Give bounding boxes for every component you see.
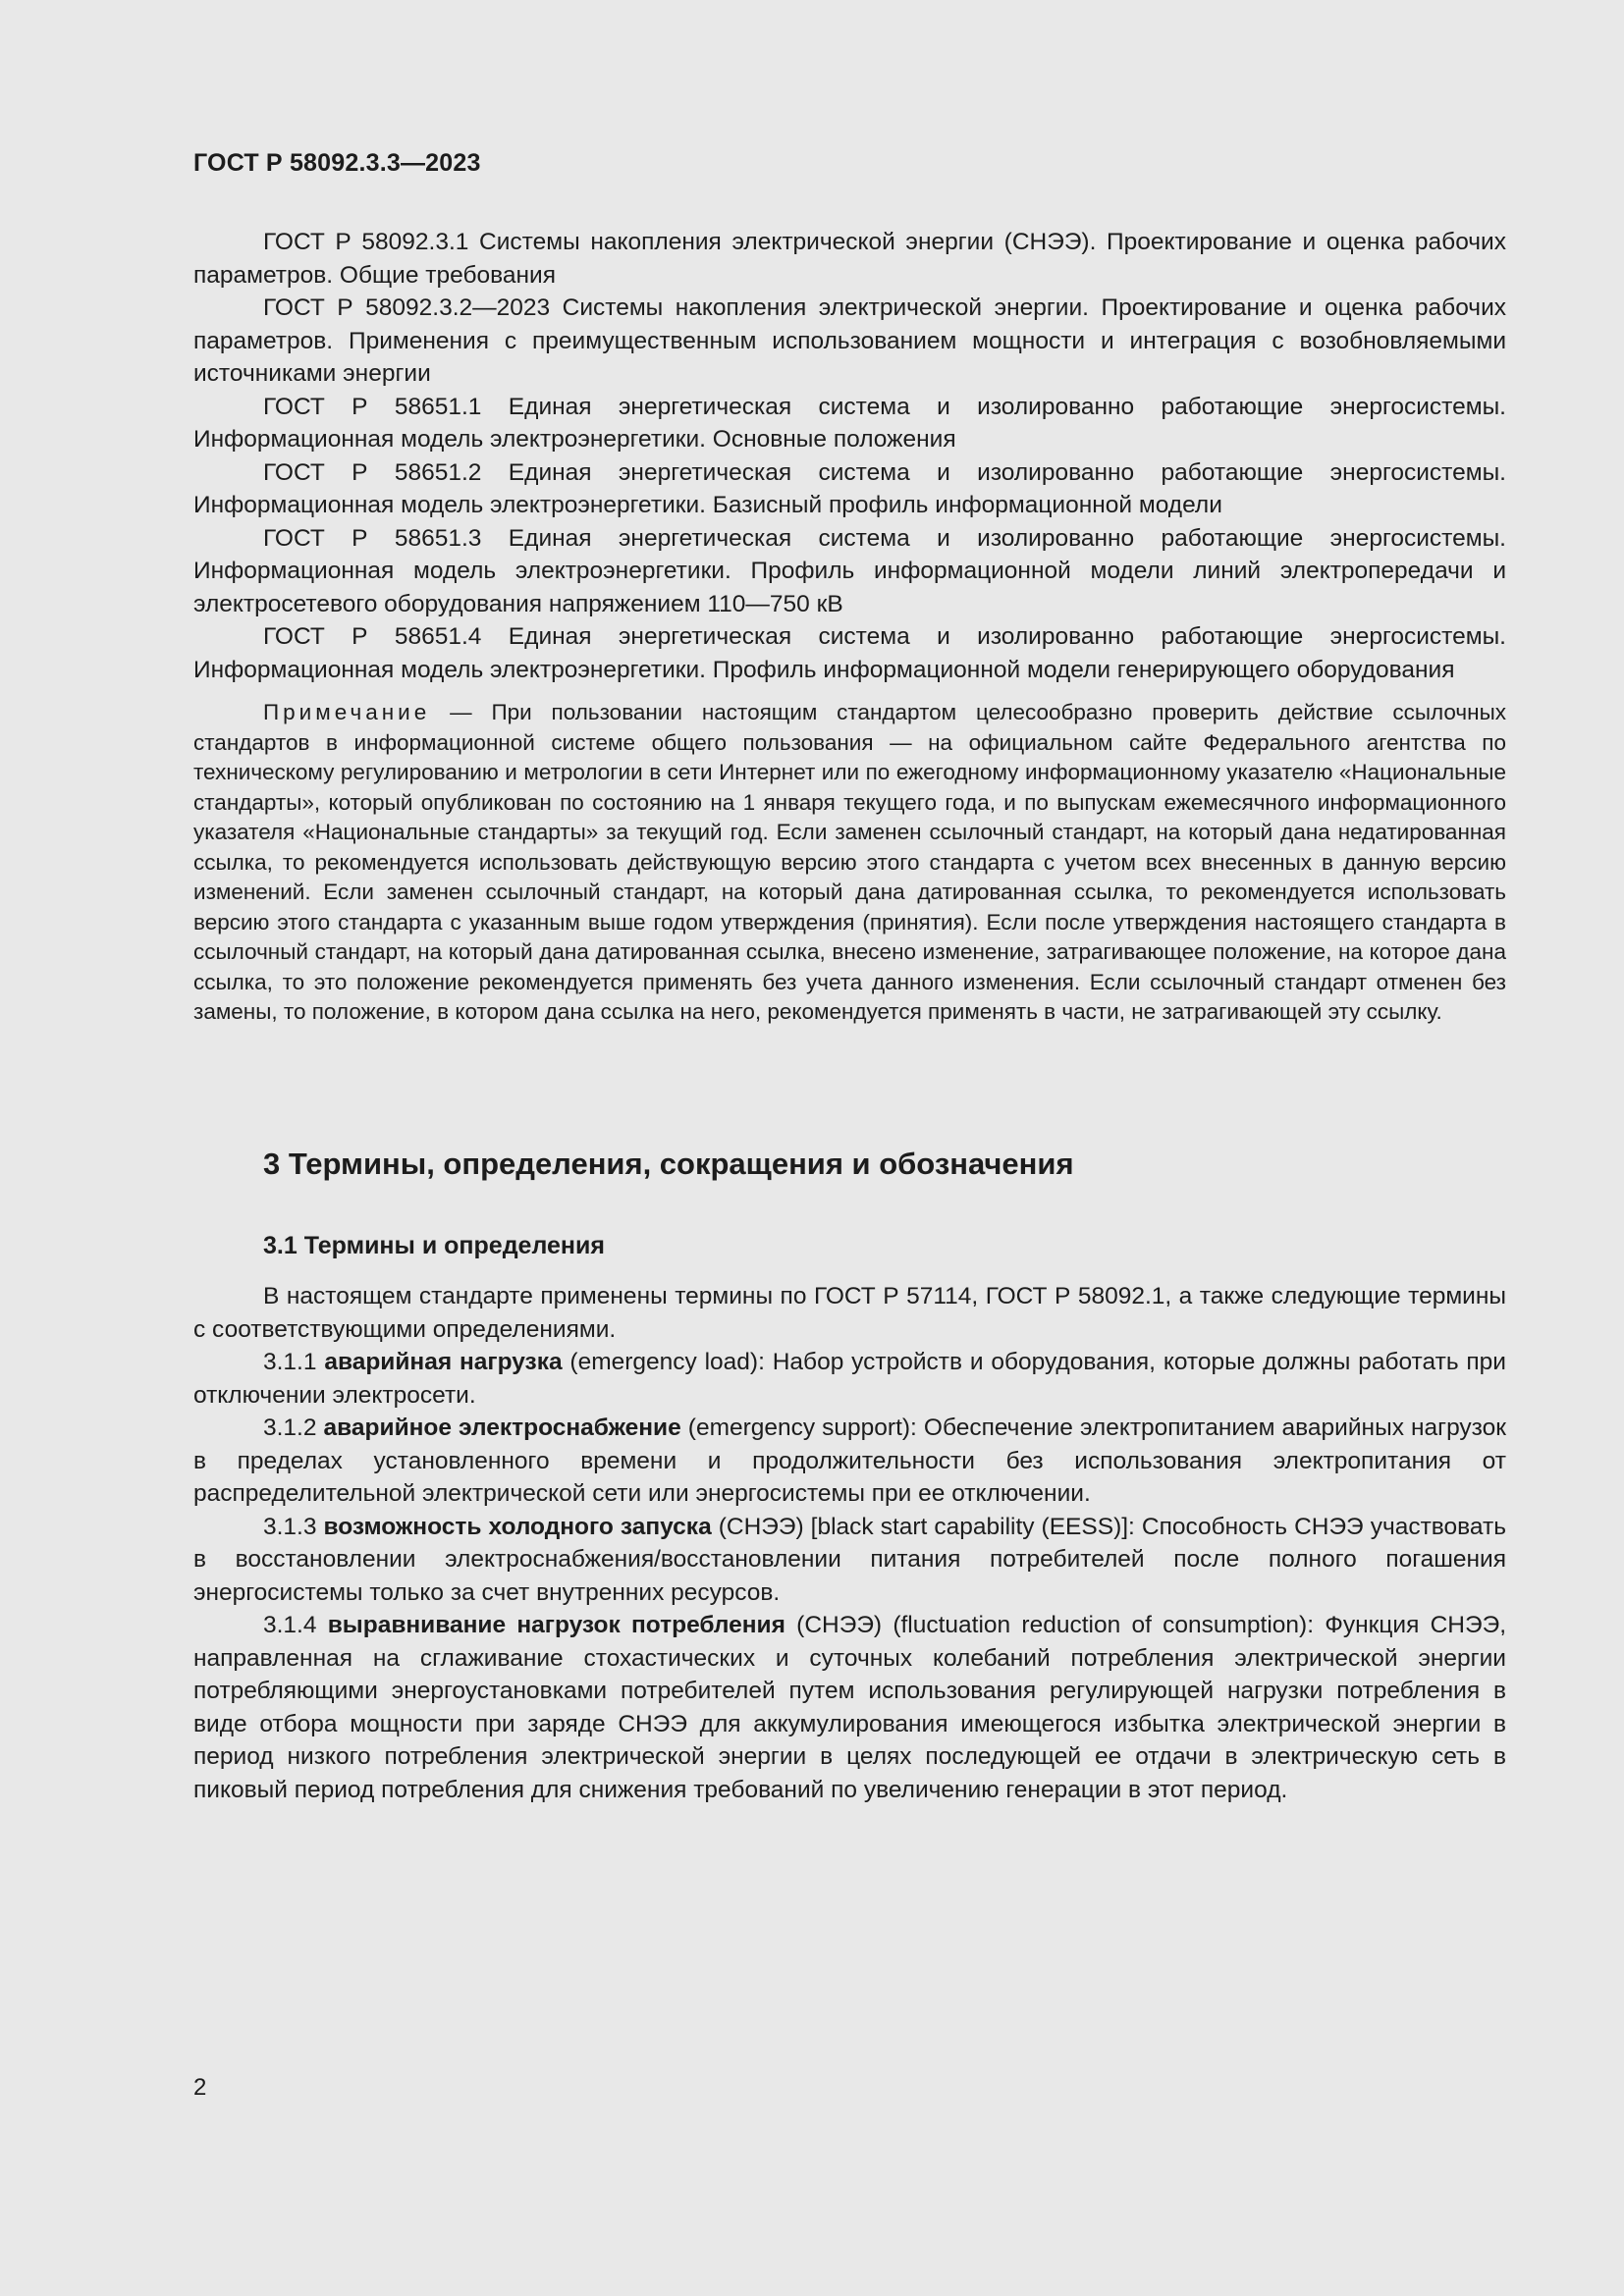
term-definition: (emergency support): Обеспечение электропитанием аварийных нагрузок в пределах установленного времени и продолжительности без использования электропитания от распределительной электрической сети или энергосистемы при ее отключении. bbox=[193, 1415, 1506, 1507]
term-name: возможность холодного запуска bbox=[323, 1513, 712, 1540]
term-definition: (СНЭЭ) [black start capability (EESS)]: Способность СНЭЭ участвовать в восстановлении электроснабжения/восстановлении питания потребителей после полного погашения энергосистемы только за счет внутренних ресурсов. bbox=[193, 1513, 1506, 1606]
term-number: 3.1.4 bbox=[263, 1612, 317, 1638]
term-name: аварийное электроснабжение bbox=[323, 1415, 681, 1441]
page-number: 2 bbox=[193, 2074, 207, 2101]
document-code-header: ГОСТ Р 58092.3.3—2023 bbox=[193, 149, 481, 177]
reference-item: ГОСТ Р 58651.4 Единая энергетическая система и изолированно работающие энергосистемы. Информационная модель электроэнергетики. Профиль информационной модели генерирующего оборудования bbox=[193, 623, 1506, 683]
reference-item: ГОСТ Р 58092.3.1 Системы накопления электрической энергии (СНЭЭ). Проектирование и оценка рабочих параметров. Общие требования bbox=[193, 229, 1506, 289]
subsection-title: 3.1 Термины и определения bbox=[263, 1232, 605, 1259]
normative-references bbox=[193, 226, 1506, 1049]
term-entry bbox=[193, 1412, 1506, 1511]
note-label: Примечание bbox=[263, 700, 431, 724]
term-number: 3.1.3 bbox=[263, 1513, 317, 1540]
term-definition: (emergency load): Набор устройств и оборудования, которые должны работать при отключении электросети. bbox=[193, 1349, 1506, 1409]
term-number: 3.1.2 bbox=[263, 1415, 317, 1441]
terms-intro: В настоящем стандарте применены термины по ГОСТ Р 57114, ГОСТ Р 58092.1, а также следующие термины с соответствующими определениями. bbox=[193, 1283, 1506, 1343]
note-dash: — bbox=[430, 700, 492, 724]
section-title: 3 Термины, определения, сокращения и обозначения bbox=[263, 1147, 1074, 1181]
term-entry bbox=[193, 1346, 1506, 1412]
term-entry bbox=[193, 1511, 1506, 1610]
term-name: аварийная нагрузка bbox=[324, 1349, 563, 1375]
terms-list bbox=[193, 1280, 1506, 1806]
reference-item: ГОСТ Р 58651.3 Единая энергетическая система и изолированно работающие энергосистемы. Информационная модель электроэнергетики. Профиль информационной модели линий электропередачи и электросетевого оборудования напряжением 110—750 кВ bbox=[193, 524, 1506, 617]
term-entry bbox=[193, 1609, 1506, 1806]
note-text: При пользовании настоящим стандартом целесообразно проверить действие ссылочных стандартов в информационной системе общего пользования — на официальном сайте Федерального агентства по техническому регулированию и метрологии в сети Интернет или по ежегодному информационному указателю «Национальные стандарты», который опубликован по состоянию на 1 января текущего года, и по выпускам ежемесячного информационного указателя «Национальные стандарты» за текущий год. Если заменен ссылочный стандарт, на который дана недатированная ссылка, то рекомендуется использовать действующую версию этого стандарта с учетом всех внесенных в данную версию изменений. Если заменен ссылочный стандарт, на который дана датированная ссылка, то рекомендуется использовать версию этого стандарта с указанным выше годом утверждения (принятия). Если после утверждения настоящего стандарта в ссылочный стандарт, на который дана датированная ссылка, внесено изменение, затрагивающее положение, на которое дана ссылка, то это положение рекомендуется применять без учета данного изменения. Если ссылочный стандарт отменен без замены, то положение, в котором дана ссылка на него, рекомендуется применять в части, не затрагивающей эту ссылку. bbox=[193, 700, 1506, 1024]
term-number: 3.1.1 bbox=[263, 1349, 317, 1375]
term-definition: (СНЭЭ) (fluctuation reduction of consumption): Функция СНЭЭ, направленная на сглаживание стохастических и суточных колебаний потребления электрической энергии потребляющими энергоустановками потребителей путем использования регулирующей нагрузки потребления в виде отбора мощности при заряде СНЭЭ для аккумулирования имеющегося избытка электрической энергии в период низкого потребления электрической энергии в целях последующей ее отдачи в электрическую сеть в пиковый период потребления для снижения требований по увеличению генерации в этот период. bbox=[193, 1612, 1507, 1803]
reference-item: ГОСТ Р 58092.3.2—2023 Системы накопления электрической энергии. Проектирование и оценка рабочих параметров. Применения с преимущественным использованием мощности и интеграция с возобновляемыми источниками энергии bbox=[193, 294, 1506, 387]
reference-item: ГОСТ Р 58651.1 Единая энергетическая система и изолированно работающие энергосистемы. Информационная модель электроэнергетики. Основные положения bbox=[193, 393, 1506, 453]
reference-item: ГОСТ Р 58651.2 Единая энергетическая система и изолированно работающие энергосистемы. Информационная модель электроэнергетики. Базисный профиль информационной модели bbox=[193, 458, 1506, 518]
term-name: выравнивание нагрузок потребления bbox=[327, 1612, 785, 1638]
note-paragraph bbox=[193, 698, 1506, 1028]
